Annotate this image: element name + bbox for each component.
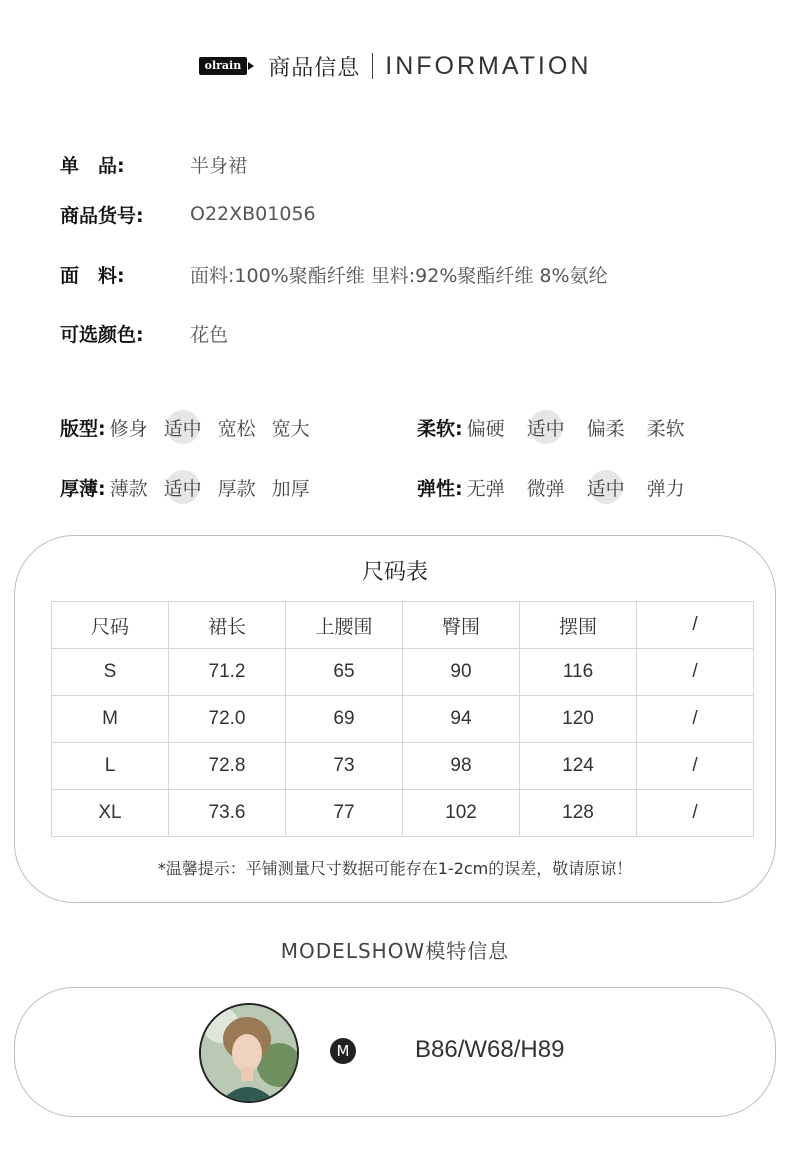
attr-option: 弹力 — [646, 477, 685, 500]
table-cell: XL — [52, 790, 169, 837]
attr-label: 柔软: — [417, 417, 463, 440]
attr-label: 版型: — [60, 417, 106, 440]
table-cell: 128 — [520, 790, 637, 837]
table-cell: 73.6 — [169, 790, 286, 837]
attr-option: 偏柔 — [586, 417, 625, 440]
table-row — [52, 696, 754, 743]
model-card — [14, 987, 776, 1117]
table-cell: / — [637, 743, 754, 790]
table-header-cell: 臀围 — [403, 602, 520, 649]
table-row — [52, 743, 754, 790]
info-row-sku — [60, 199, 316, 229]
table-cell: 72.0 — [169, 696, 286, 743]
table-cell: 120 — [520, 696, 637, 743]
model-portrait-icon — [201, 1005, 297, 1101]
info-row-item — [60, 149, 247, 179]
model-avatar — [199, 1003, 299, 1103]
table-cell: / — [637, 649, 754, 696]
model-section-title: MODELSHOW模特信息 — [280, 939, 510, 963]
table-header-cell: 摆围 — [520, 602, 637, 649]
attr-option: 薄款 — [109, 477, 148, 500]
table-cell: 102 — [403, 790, 520, 837]
info-label: 单 品: — [60, 154, 125, 177]
size-note: *温馨提示：平铺测量尺寸数据可能存在1-2cm的误差，敬请原谅！ — [157, 859, 633, 878]
table-cell: 77 — [286, 790, 403, 837]
table-cell: M — [52, 696, 169, 743]
size-table — [51, 601, 754, 837]
attr-fit — [60, 411, 324, 443]
table-header-row — [52, 602, 754, 649]
table-cell: / — [637, 696, 754, 743]
info-label: 商品货号: — [60, 204, 144, 227]
table-cell: 73 — [286, 743, 403, 790]
header-title-en: INFORMATION — [385, 51, 592, 80]
attr-option-selected: 适中 — [525, 414, 567, 441]
model-size-badge: M — [330, 1038, 356, 1064]
info-value: 半身裙 — [190, 154, 248, 177]
info-value: O22XB01056 — [190, 203, 316, 225]
attr-option: 加厚 — [271, 477, 310, 500]
attr-option-selected: 适中 — [162, 474, 204, 501]
info-row-color — [60, 318, 228, 348]
attr-softness — [417, 411, 699, 443]
info-label: 可选颜色: — [60, 323, 144, 346]
table-cell: L — [52, 743, 169, 790]
attr-option-selected: 适中 — [162, 414, 204, 441]
header-title-cn: 商品信息 — [268, 55, 361, 81]
table-cell: S — [52, 649, 169, 696]
attr-elasticity — [417, 471, 699, 503]
table-cell: 94 — [403, 696, 520, 743]
model-measurements: B86/W68/H89 — [415, 1036, 565, 1063]
attr-option: 微弹 — [526, 477, 565, 500]
table-cell: 69 — [286, 696, 403, 743]
attr-option-selected: 适中 — [585, 474, 627, 501]
table-header-cell: 尺码 — [52, 602, 169, 649]
table-cell: 65 — [286, 649, 403, 696]
table-cell: 71.2 — [169, 649, 286, 696]
attr-option: 厚款 — [217, 477, 256, 500]
table-header-cell: 上腰围 — [286, 602, 403, 649]
table-cell: 72.8 — [169, 743, 286, 790]
info-value: 花色 — [190, 323, 229, 346]
table-cell: 116 — [520, 649, 637, 696]
table-cell: 124 — [520, 743, 637, 790]
attr-option: 偏硬 — [466, 417, 505, 440]
brand-logo-text: olrain — [199, 57, 248, 75]
header-divider — [372, 53, 373, 79]
info-label: 面 料: — [60, 264, 125, 287]
attr-option: 宽松 — [217, 417, 256, 440]
attr-option: 修身 — [109, 417, 148, 440]
table-header-cell: / — [637, 602, 754, 649]
size-chart-title: 尺码表 — [361, 560, 428, 585]
attr-thickness — [60, 471, 324, 503]
attr-option: 宽大 — [271, 417, 310, 440]
info-value: 面料:100%聚酯纤维 里料:92%聚酯纤维 8%氨纶 — [190, 264, 608, 287]
table-cell: 98 — [403, 743, 520, 790]
attr-option: 柔软 — [646, 417, 685, 440]
attr-label: 弹性: — [417, 477, 463, 500]
section-header — [0, 46, 790, 86]
brand-logo — [199, 57, 255, 75]
table-cell: / — [637, 790, 754, 837]
table-row — [52, 790, 754, 837]
info-row-fabric — [60, 259, 608, 289]
table-header-cell: 裙长 — [169, 602, 286, 649]
logo-arrow-icon — [248, 62, 254, 70]
table-cell: 90 — [403, 649, 520, 696]
table-row — [52, 649, 754, 696]
attr-label: 厚薄: — [60, 477, 106, 500]
attr-option: 无弹 — [466, 477, 505, 500]
